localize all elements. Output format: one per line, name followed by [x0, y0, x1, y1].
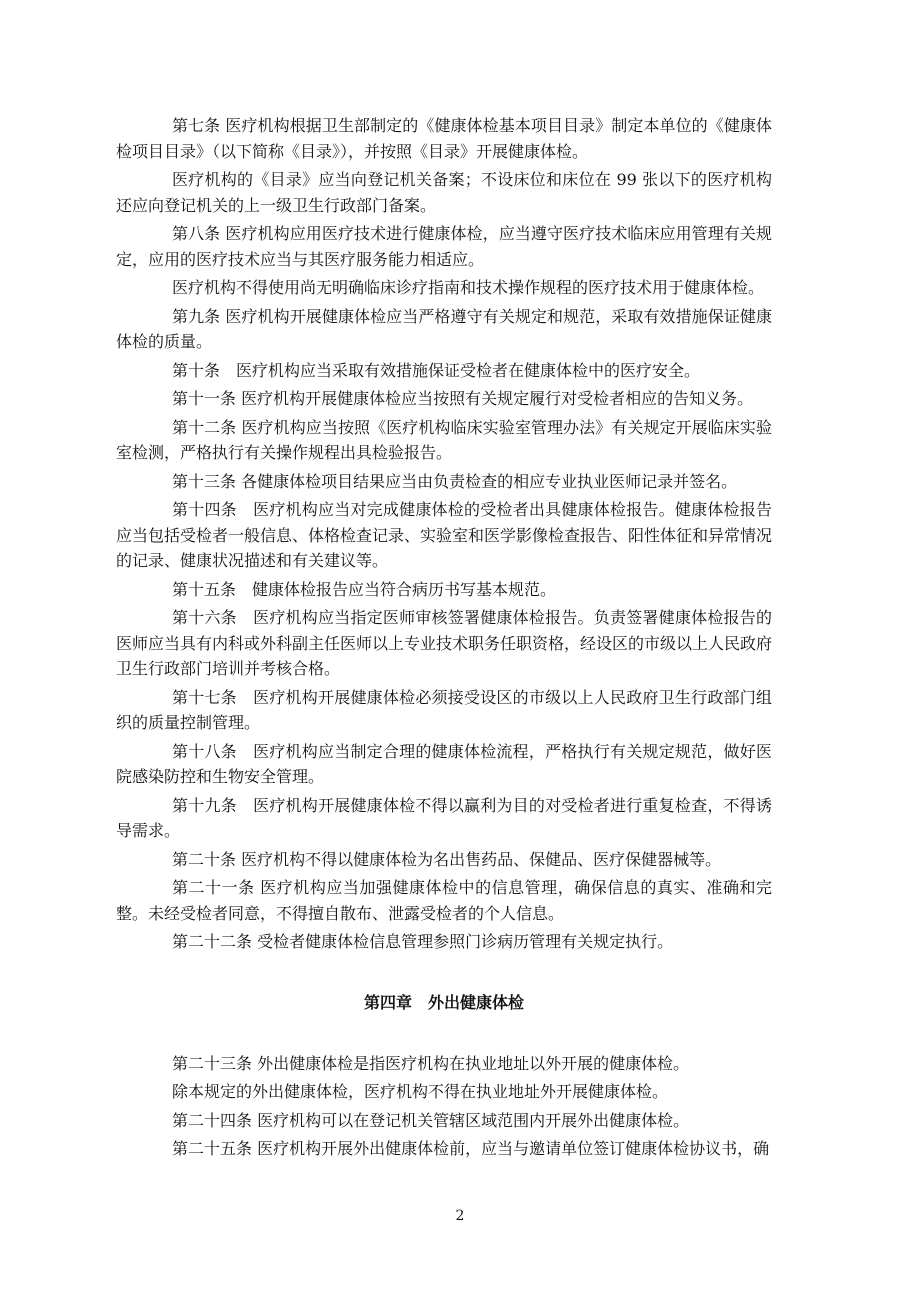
paragraph: 第十八条 医疗机构应当制定合理的健康体检流程，严格执行有关规定规范，做好医院感染防控和生物安全管理。	[116, 741, 772, 786]
paragraph: 第十二条 医疗机构应当按照《医疗机构临床实验室管理办法》有关规定开展临床实验室检测，严格执行有关操作规程出具检验报告。	[116, 417, 772, 462]
page-content	[116, 113, 772, 1162]
paragraph: 第十六条 医疗机构应当指定医师审核签署健康体检报告。负责签署健康体检报告的医师应当具有内科或外科副主任医师以上专业技术职务任职资格，经设区的市级以上人民政府卫生行政部门培训并考核合格。	[116, 608, 773, 678]
paragraph: 第二十条 医疗机构不得以健康体检为名出售药品、保健品、医疗保健器械等。	[172, 849, 722, 869]
chapter-heading: 第四章 外出健康体检	[363, 992, 524, 1012]
page-number: 2	[455, 1208, 465, 1224]
paragraph: 医疗机构的《目录》应当向登记机关备案；不设床位和床位在 99 张以下的医疗机构还应向登记机关的上一级卫生行政部门备案。	[116, 170, 772, 215]
paragraph: 第八条 医疗机构应用医疗技术进行健康体检，应当遵守医疗技术临床应用管理有关规定，应用的医疗技术应当与其医疗服务能力相适应。	[116, 224, 772, 269]
paragraph: 第十一条 医疗机构开展健康体检应当按照有关规定履行对受检者相应的告知义务。	[172, 389, 754, 408]
paragraph: 医疗机构不得使用尚无明确临床诊疗指南和技术操作规程的医疗技术用于健康体检。	[172, 278, 765, 297]
paragraph: 第二十五条 医疗机构开展外出健康体检前，应当与邀请单位签订健康体检协议书，确	[172, 1139, 770, 1158]
paragraph: 第十条 医疗机构应当采取有效措施保证受检者在健康体检中的医疗安全。	[172, 360, 701, 380]
paragraph: 第二十三条 外出健康体检是指医疗机构在执业地址以外开展的健康体检。	[172, 1053, 690, 1073]
paragraph: 第二十四条 医疗机构可以在登记机关管辖区域范围内开展外出健康体检。	[172, 1110, 690, 1130]
paragraph: 第十五条 健康体检报告应当符合病历书写基本规范。	[172, 579, 557, 599]
paragraph: 第九条 医疗机构开展健康体检应当严格遵守有关规定和规范，采取有效措施保证健康体检的质量。	[116, 306, 772, 351]
paragraph: 第七条 医疗机构根据卫生部制定的《健康体检基本项目目录》制定本单位的《健康体检项目目录》（以下简称《目录》），并按照《目录》开展健康体检。	[116, 116, 772, 161]
paragraph: 第十九条 医疗机构开展健康体检不得以赢利为目的对受检者进行重复检查，不得诱导需求。	[116, 795, 772, 840]
paragraph: 第十七条 医疗机构开展健康体检必须接受设区的市级以上人民政府卫生行政部门组织的质量控制管理。	[116, 687, 772, 732]
paragraph: 第十三条 各健康体检项目结果应当由负责检查的相应专业执业医师记录并签名。	[172, 471, 738, 491]
paragraph: 第二十二条 受检者健康体检信息管理参照门诊病历管理有关规定执行。	[172, 932, 674, 951]
section-articles-7-22	[116, 113, 772, 955]
paragraph: 除本规定的外出健康体检，医疗机构不得在执业地址外开展健康体检。	[172, 1082, 669, 1101]
paragraph: 第十四条 医疗机构应当对完成健康体检的受检者出具健康体检报告。健康体检报告应当包括受检者一般信息、体格检查记录、实验室和医学影像检查报告、阳性体征和异常情况的记录、健康状况描述和有关建议等。	[116, 500, 773, 570]
paragraph: 第二十一条 医疗机构应当加强健康体检中的信息管理，确保信息的真实、准确和完整。未经受检者同意，不得擅自散布、泄露受检者的个人信息。	[116, 878, 772, 923]
section-articles-23-25	[116, 1051, 772, 1162]
